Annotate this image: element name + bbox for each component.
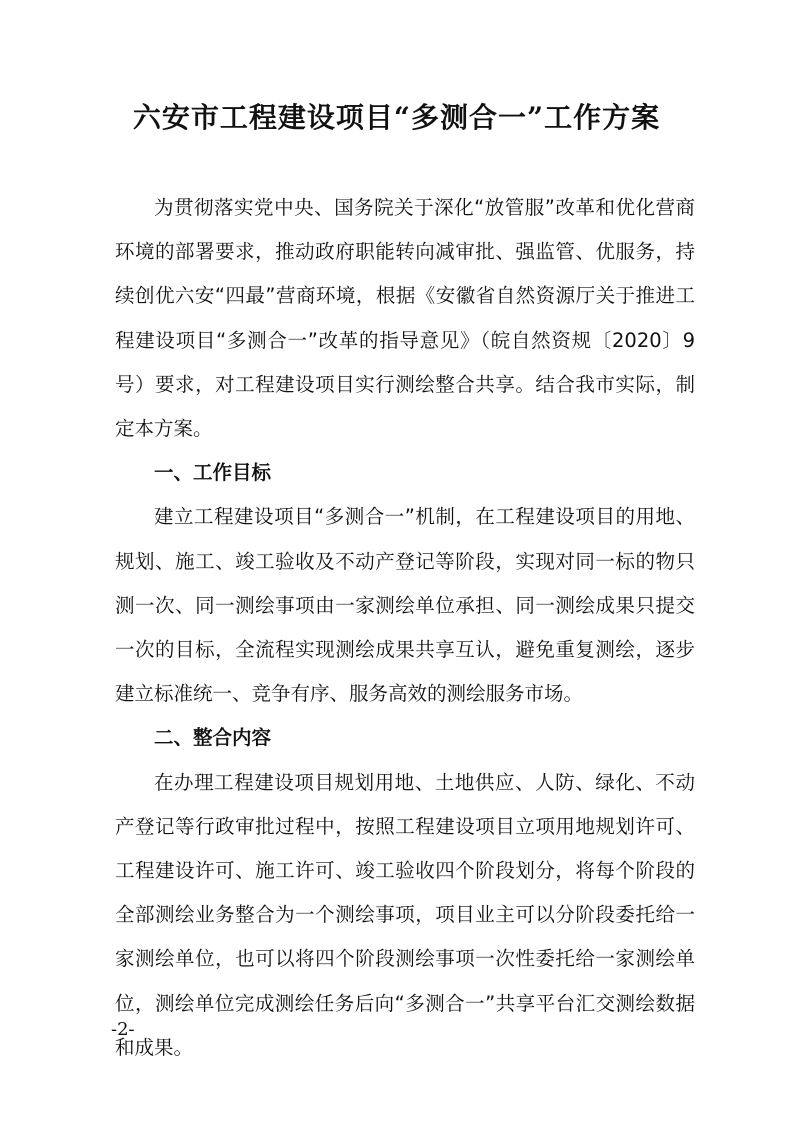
section-heading-goal: 一、工作目标: [154, 461, 272, 485]
document-body: [115, 186, 695, 1070]
goal-paragraph: 建立工程建设项目“多测合一”机制，在工程建设项目的用地、规划、施工、竣工验收及不动产登记等阶段，实现对同一标的物只测一次、同一测绘事项由一家测绘单位承担、同一测绘成果只提交一次的目标，全流程实现测绘成果共享互认，避免重复测绘，逐步建立标准统一、竞争有序、服务高效的测绘服务市场。: [115, 505, 695, 706]
content-paragraph: 在办理工程建设项目规划用地、土地供应、人防、绿化、不动产登记等行政审批过程中，按照工程建设项目立项用地规划许可、工程建设许可、施工许可、竣工验收四个阶段划分，将每个阶段的全部测绘业务整合为一个测绘事项，项目业主可以分阶段委托给一家测绘单位，也可以将四个阶段测绘事项一次性委托给一家测绘单位，测绘单位完成测绘任务后向“多测合一”共享平台汇交测绘数据和成果。: [115, 770, 695, 1059]
document-title: 六安市工程建设项目“多测合一”工作方案: [132, 101, 661, 134]
section-heading-content: 二、整合内容: [154, 726, 272, 750]
page-number: -2-: [111, 1019, 135, 1040]
intro-paragraph: 为贯彻落实党中央、国务院关于深化“放管服”改革和优化营商环境的部署要求，推动政府职能转向减审批、强监管、优服务，持续创优六安“四最”营商环境，根据《安徽省自然资源厅关于推进工程建设项目“多测合一”改革的指导意见》（皖自然资规〔2020〕9号）要求，对工程建设项目实行测绘整合共享。结合我市实际，制定本方案。: [115, 196, 695, 441]
